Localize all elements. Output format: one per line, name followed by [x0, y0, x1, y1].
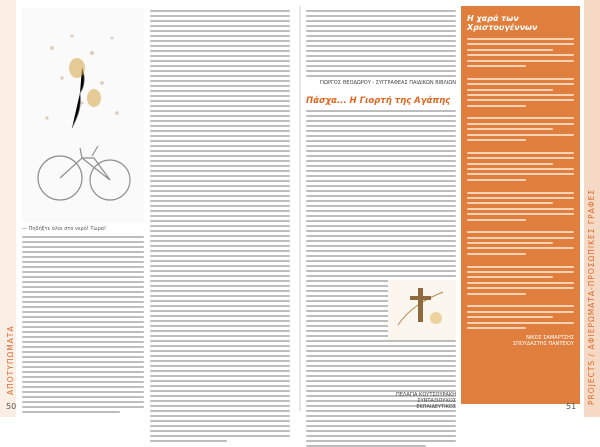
right-article-author: ΠΕΛΑΓΙΑ ΚΟΥΤΣΟΥΡΑΚΗ — [396, 392, 456, 398]
left-column-2 — [150, 10, 290, 442]
sidebar-title: Η χαρά των Χριστουγέννων — [467, 14, 538, 32]
cross-illustration — [388, 280, 456, 340]
left-section-label: ΑΠΟΤΥΠΩΜΑΤΑ — [6, 325, 15, 395]
article-title: Πάσχα... Η Γιορτή της Αγάπης — [306, 96, 451, 106]
right-article-signature-block — [388, 392, 456, 410]
left-article-signature: ΓΙΩΡΓΟΣ ΘΕΟΔΩΡΟΥ - ΣΥΓΓΡΑΦΕΑΣ ΠΑΙΔΙΚΩΝ ΒΙΒΛΙΩΝ — [319, 80, 456, 86]
sidebar-author: ΝΙΚΟΣ ΣΑΜΑΡΤΖΗΣ — [526, 334, 574, 341]
right-page-number: 51 — [566, 402, 577, 411]
right-article-author-role: ΣΥΝΤΑΞΙΟΥΧΟΣ ΕΚΠΑΙΔΕΥΤΙΚΟΣ — [416, 398, 456, 410]
right-section-label: PROJECTS / ΑΦΙΕΡΩΜΑΤΑ-ΠΡΟΣΩΠΙΚΕΣ ΓΡΑΦΕΣ — [587, 188, 596, 405]
sidebar-author-role: ΣΠΟΥΔΑΣΤΗΣ ΠΑΝΤΕΙΟΥ — [512, 340, 574, 347]
bicycle-illustration — [22, 8, 144, 222]
left-page-number: 50 — [6, 402, 17, 411]
sidebar-box — [461, 6, 580, 404]
spread-gutter — [299, 6, 301, 411]
left-caption: — Πηδήξτε όλοι στο νερό! Τώρα! — [22, 226, 107, 232]
right-column-1-top — [306, 10, 456, 447]
left-caption-block — [22, 226, 144, 413]
